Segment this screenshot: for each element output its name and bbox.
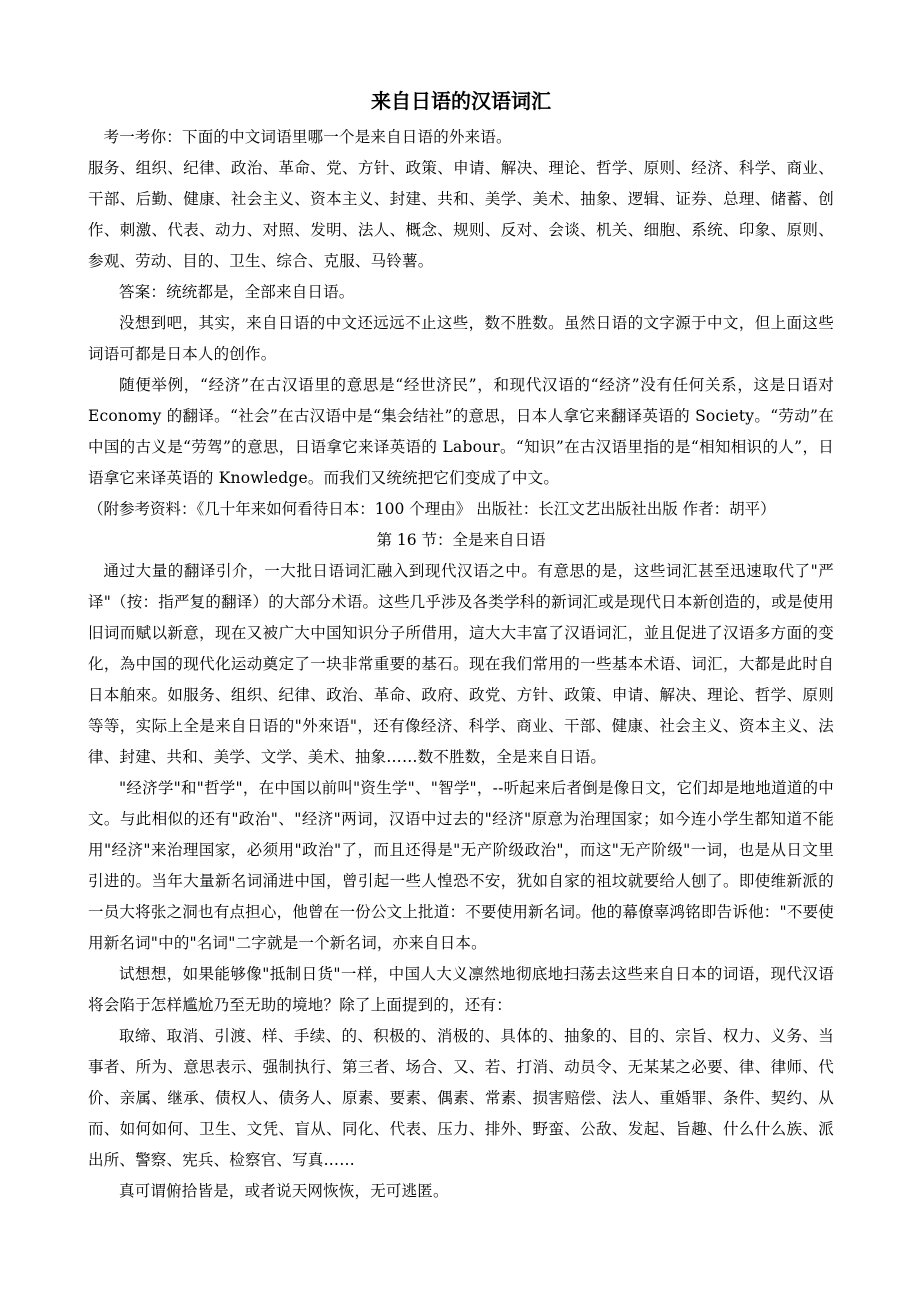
section-paragraph-2: "经济学"和"哲学"，在中国以前叫"资生学"、"智学"，--听起来后者倒是像日文，它们却是地地道道的中文。与此相似的还有"政治"、"经济"两词，汉语中过去的"经济"原意为治理国家；如今连小学生都知道不能用"经济"来治理国家，必须用"政治"了，而且还得是"无产阶级政治"，而这"无产阶级"一词，也是从日文里引进的。当年大量新名词涌进中国，曾引起一些人惶恐不安，犹如自家的祖坟就要给人刨了。即使维新派的一员大将张之洞也有点担心，他曾在一份公文上批道：不要使用新名词。他的幕僚辜鸿铭即告诉他："不要使用新名词"中的"名词"二字就是一个新名词，亦来自日本。: [88, 779, 834, 952]
document-title: 来自日语的汉语词汇: [371, 89, 551, 113]
word-list: 服务、组织、纪律、政治、革命、党、方针、政策、申请、解决、理论、哲学、原则、经济、科学、商业、干部、后勤、健康、社会主义、资本主义、封建、共和、美学、美术、抽象、逻辑、证券、总理、储蓄、创作、刺激、代表、动力、对照、发明、法人、概念、规则、反对、会谈、机关、细胞、系统、印象、原则、参观、劳动、目的、卫生、综合、克服、马铃薯。: [88, 159, 834, 270]
section-paragraph-1: 通过大量的翻译引介，一大批日语词汇融入到现代汉语之中。有意思的是，这些词汇甚至迅速取代了"严译"（按：指严复的翻译）的大部分术语。这些几乎涉及各类学科的新词汇或是现代日本新创造的，或是使用旧词而赋以新意，现在又被广大中国知识分子所借用，這大大丰富了汉语词汇，並且促进了汉语多方面的变化，為中国的现代化运动奠定了一块非常重要的基石。现在我们常用的一些基本术语、词汇，大都是此时自日本舶來。如服务、组织、纪律、政治、革命、政府、政党、方针、政策、申请、解决、理论、哲学、原则等等，实际上全是来自日语的"外來语"，还有像经济、科学、商业、干部、健康、社会主义、资本主义、法律、封建、共和、美学、文学、美术、抽象……数不胜数，全是来自日语。: [88, 562, 834, 766]
quiz-prompt: 考一考你：下面的中文词语里哪一个是来自日语的外来语。: [103, 128, 512, 146]
section-paragraph-4: 取缔、取消、引渡、样、手续、的、积极的、消极的、具体的、抽象的、目的、宗旨、权力、义务、当事者、所为、意思表示、强制执行、第三者、场合、又、若、打消、动员令、无某某之必要、律、律师、代价、亲属、继承、债权人、债务人、原素、要素、偶素、常素、损害赔偿、法人、重婚罪、条件、契约、从而、如何如何、卫生、文凭、盲从、同化、代表、压力、排外、野蛮、公敌、发起、旨趣、什么什么族、派出所、警察、宪兵、检察官、写真……: [88, 1027, 834, 1169]
section-heading: 第 16 节：全是来自日语: [376, 531, 546, 549]
document-page: [88, 86, 834, 1207]
section-paragraph-3: 试想想，如果能够像"抵制日货"一样，中国人大义凛然地彻底地扫荡去这些来自日本的词语，现代汉语将会陷于怎样尴尬乃至无助的境地？除了上面提到的，还有：: [88, 965, 834, 1014]
answer: 答案：统统都是，全部来自日语。: [119, 283, 355, 301]
reference-note: （附参考资料：《几十年来如何看待日本：100 个理由》 出版社：长江文艺出版社出版 作者：胡平）: [88, 500, 776, 518]
closing-line: 真可谓俯拾皆是，或者说天网恢恢，无可逃匿。: [119, 1182, 449, 1200]
paragraph-examples: 随便举例，“经济”在古汉语里的意思是“经世济民”，和现代汉语的“经济”没有任何关系，这是日语对 Economy 的翻译。“社会”在古汉语中是“集会结社”的意思，日本人拿它来翻译英语的 Society。“劳动”在中国的古义是“劳驾”的意思，日语拿它来译英语的 Labour。“知识”在古汉语里指的是“相知相识的人”，日语拿它来译英语的 Knowledge。而我们又统统把它们变成了中文。: [88, 376, 834, 487]
paragraph-surprise: 没想到吧，其实，来自日语的中文还远远不止这些，数不胜数。虽然日语的文字源于中文，但上面这些词语可都是日本人的创作。: [88, 314, 834, 363]
